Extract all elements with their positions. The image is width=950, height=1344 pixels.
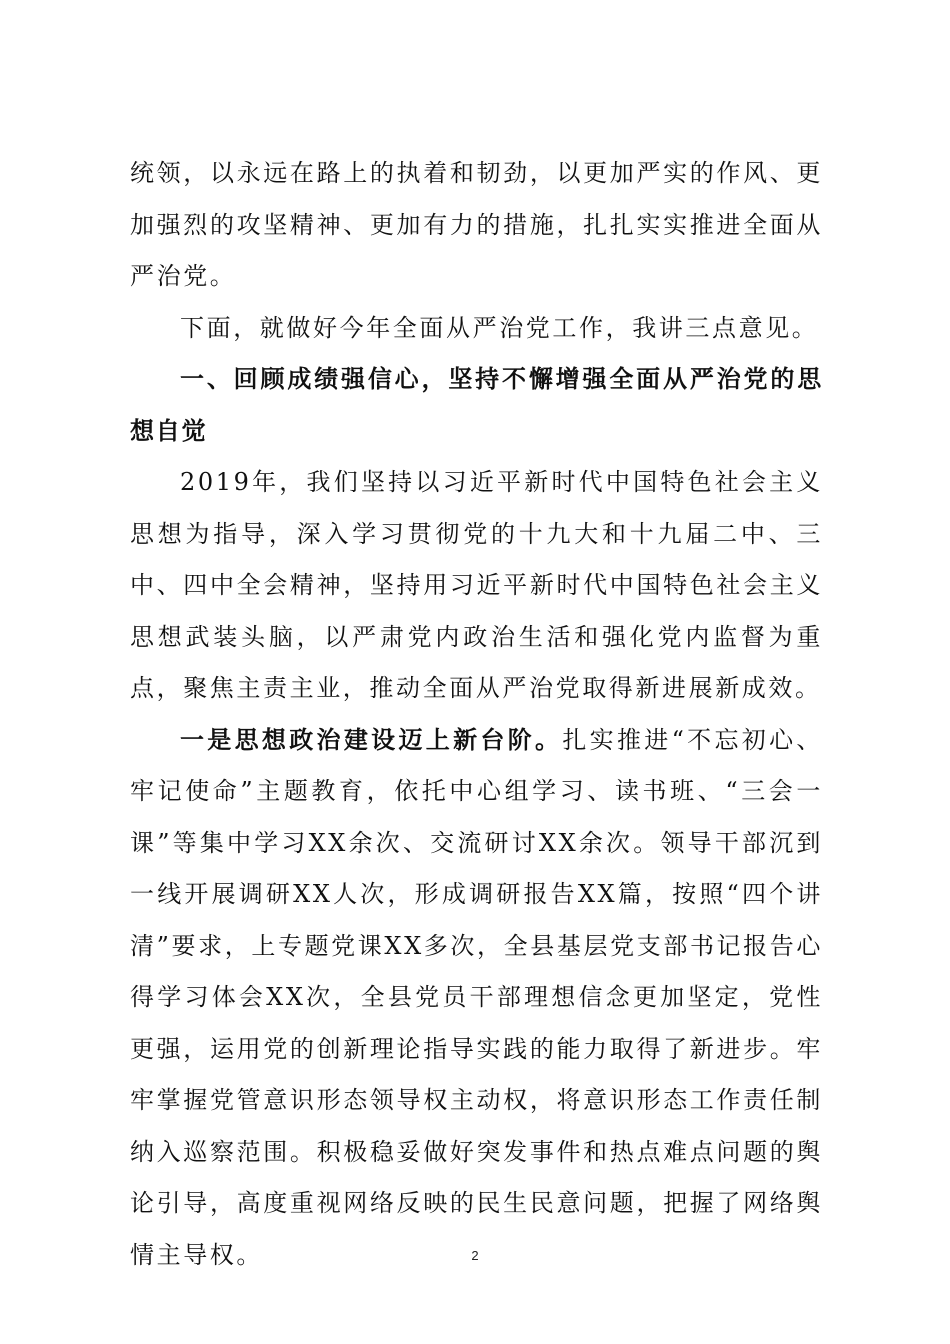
paragraph-ideological-building (130, 715, 823, 1282)
section-heading-1: 一、回顾成绩强信心，坚持不懈增强全面从严治党的思想自觉 (130, 365, 823, 445)
paragraph-intro: 下面，就做好今年全面从严治党工作，我讲三点意见。 (180, 313, 819, 342)
paragraph-body-text: 扎实推进“不忘初心、牢记使命”主题教育，依托中心组学习、读书班、“三会一课”等集中学习XX余次、交流研讨XX余次。领导干部沉到一线开展调研XX人次，形成调研报告XX篇，按照“四个讲清”要求，上专题党课XX多次，全县基层党支部书记报告心得学习体会XX次，全县党员干部理想信念更加坚定，党性更强，运用党的创新理论指导实践的能力取得了新进步。牢牢掌握党管意识形态领导权主动权，将意识形态工作责任制纳入巡察范围。积极稳妥做好突发事件和热点难点问题的舆论引导，高度重视网络反映的民生民意问题，把握了网络舆情主导权。 (130, 725, 823, 1269)
page-number: 2 (471, 1248, 479, 1263)
paragraph-continuation: 统领，以永远在路上的执着和韧劲，以更加严实的作风、更加强烈的攻坚精神、更加有力的措施，扎扎实实推进全面从严治党。 (130, 159, 823, 290)
paragraph-summary-2019: 2019年，我们坚持以习近平新时代中国特色社会主义思想为指导，深入学习贯彻党的十九大和十九届二中、三中、四中全会精神，坚持用习近平新时代中国特色社会主义思想武装头脑，以严肃党内政治生活和强化党内监督为重点，聚焦主责主业，推动全面从严治党取得新进展新成效。 (130, 468, 823, 702)
document-body (130, 148, 823, 1281)
paragraph-lead-phrase: 一是思想政治建设迈上新台阶。 (180, 725, 563, 754)
